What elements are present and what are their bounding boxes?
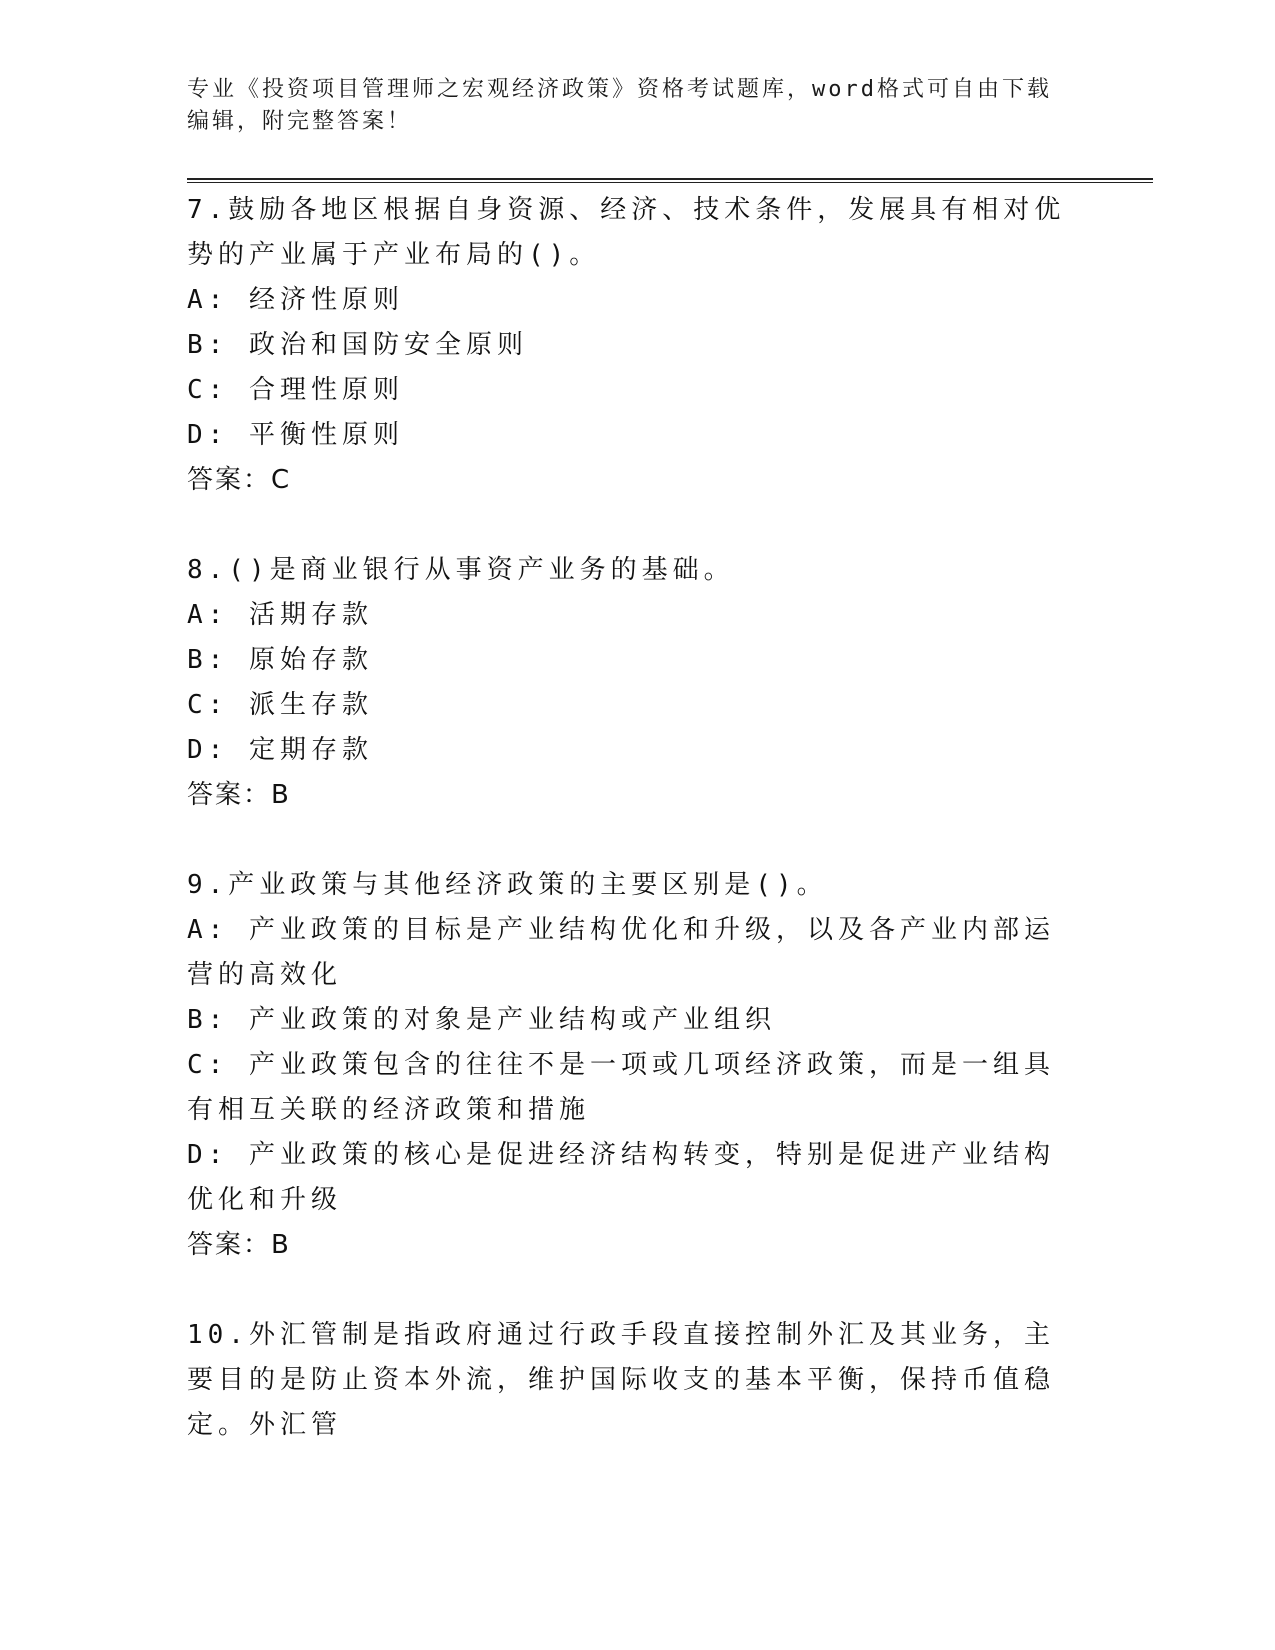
option-key: C:	[187, 1050, 229, 1080]
option-key: D:	[187, 735, 229, 765]
question-8	[187, 548, 1077, 818]
option-key: B:	[187, 645, 229, 675]
option-text: 原始存款	[248, 645, 373, 675]
option-a	[187, 278, 1077, 323]
option-text: 产业政策的核心是促进经济结构转变，特别是促进产业结构优化和升级	[187, 1140, 1055, 1215]
question-stem: 8.()是商业银行从事资产业务的基础。	[187, 555, 735, 585]
option-text: 平衡性原则	[248, 420, 404, 450]
option-text: 产业政策的对象是产业结构或产业组织	[248, 1005, 776, 1035]
option-key: C:	[187, 690, 229, 720]
question-list	[187, 188, 1077, 1493]
option-text: 经济性原则	[248, 285, 404, 315]
option-d	[187, 1133, 1077, 1223]
divider-line-thin	[187, 182, 1153, 183]
answer-line: 答案：C	[187, 465, 292, 495]
option-c	[187, 1043, 1077, 1133]
option-key: C:	[187, 375, 229, 405]
option-text: 产业政策的目标是产业结构优化和升级，以及各产业内部运营的高效化	[187, 915, 1055, 990]
question-7	[187, 188, 1077, 503]
option-a	[187, 593, 1077, 638]
answer-line: 答案：B	[187, 780, 291, 810]
option-key: D:	[187, 420, 229, 450]
option-text: 定期存款	[248, 735, 373, 765]
option-key: B:	[187, 1005, 229, 1035]
option-d	[187, 413, 1077, 458]
option-text: 合理性原则	[248, 375, 404, 405]
option-b	[187, 323, 1077, 368]
option-a	[187, 908, 1077, 998]
option-b	[187, 638, 1077, 683]
header-divider	[187, 178, 1153, 184]
document-intro: 专业《投资项目管理师之宏观经济政策》资格考试题库，word格式可自由下载编辑，附完整答案！	[187, 77, 1052, 134]
question-10	[187, 1313, 1077, 1448]
option-c	[187, 368, 1077, 413]
option-key: A:	[187, 600, 229, 630]
option-key: D:	[187, 1140, 229, 1170]
option-key: A:	[187, 915, 229, 945]
question-stem: 9.产业政策与其他经济政策的主要区别是()。	[187, 870, 828, 900]
option-d	[187, 728, 1077, 773]
option-text: 产业政策包含的往往不是一项或几项经济政策，而是一组具有相互关联的经济政策和措施	[187, 1050, 1055, 1125]
question-stem: 7.鼓励各地区根据自身资源、经济、技术条件，发展具有相对优势的产业属于产业布局的()。	[187, 195, 1066, 270]
option-text: 活期存款	[248, 600, 373, 630]
option-b	[187, 998, 1077, 1043]
option-text: 派生存款	[248, 690, 373, 720]
option-c	[187, 683, 1077, 728]
divider-line-thick	[187, 178, 1153, 180]
option-key: B:	[187, 330, 229, 360]
answer-line: 答案：B	[187, 1230, 291, 1260]
option-key: A:	[187, 285, 229, 315]
question-9	[187, 863, 1077, 1268]
option-text: 政治和国防安全原则	[248, 330, 528, 360]
question-stem: 10.外汇管制是指政府通过行政手段直接控制外汇及其业务，主要目的是防止资本外流，维护国际收支的基本平衡，保持币值稳定。外汇管	[187, 1320, 1056, 1440]
